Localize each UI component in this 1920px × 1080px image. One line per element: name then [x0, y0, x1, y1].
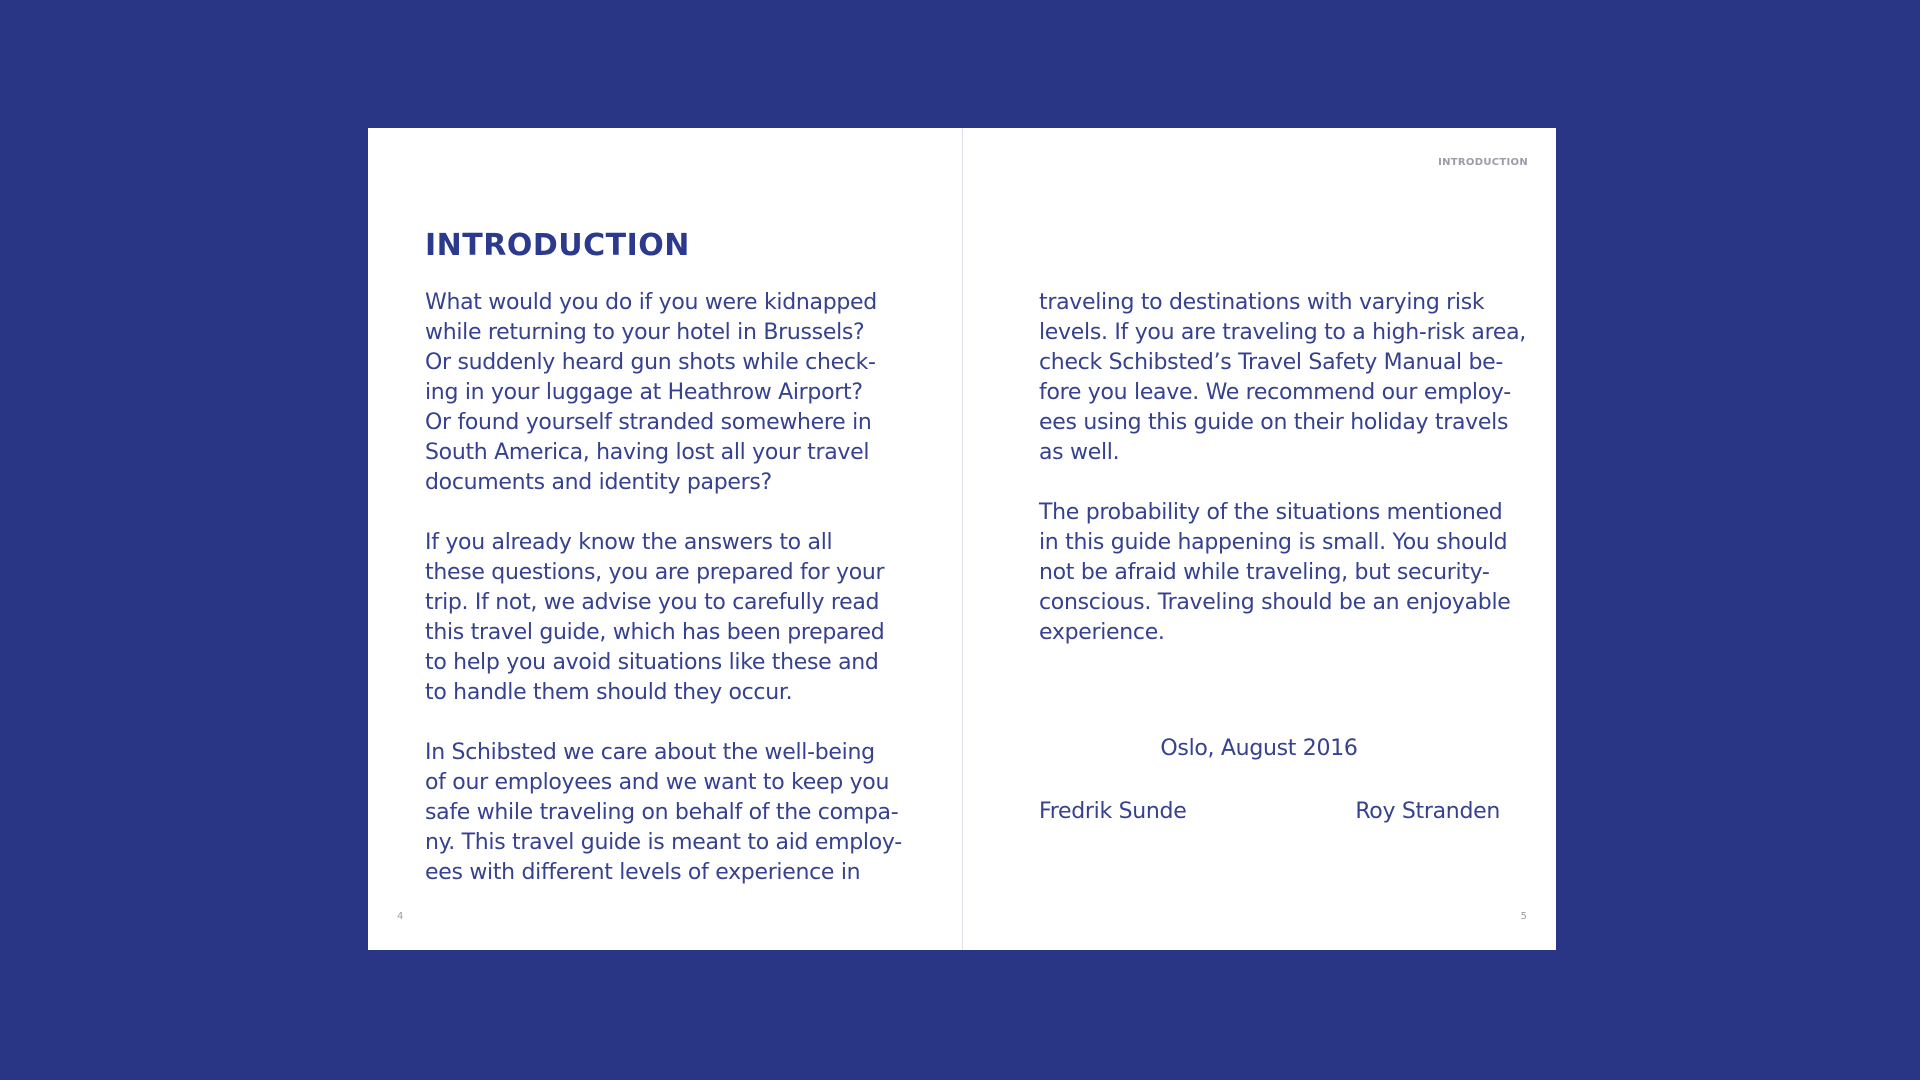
text-line: while returning to your hotel in Brussels?: [425, 320, 865, 345]
paragraph-3: [425, 738, 902, 888]
text-line: ny. This travel guide is meant to aid employ-: [425, 830, 902, 855]
text-line: not be afraid while traveling, but security-: [1039, 560, 1490, 585]
text-line: Or found yourself stranded somewhere in: [425, 410, 872, 435]
text-line: this travel guide, which has been prepared: [425, 620, 885, 645]
text-line: levels. If you are traveling to a high-risk area,: [1039, 320, 1526, 345]
text-line: If you already know the answers to all: [425, 530, 833, 555]
text-line: traveling to destinations with varying risk: [1039, 290, 1485, 315]
text-line: to handle them should they occur.: [425, 680, 793, 705]
page-number: 5: [1520, 911, 1527, 922]
text-line: fore you leave. We recommend our employ-: [1039, 380, 1511, 405]
text-line: South America, having lost all your travel: [425, 440, 870, 465]
text-line: check Schibsted’s Travel Safety Manual be-: [1039, 350, 1504, 375]
running-head: INTRODUCTION: [1438, 157, 1528, 168]
text-line: of our employees and we want to keep you: [425, 770, 890, 795]
text-line: The probability of the situations mentioned: [1039, 500, 1503, 525]
text-line: documents and identity papers?: [425, 470, 772, 495]
text-line: these questions, you are prepared for your: [425, 560, 885, 585]
text-line: ees using this guide on their holiday travels: [1039, 410, 1509, 435]
paragraph-2: [425, 528, 884, 708]
signatory-name: Roy Stranden: [1355, 799, 1500, 824]
text-line: in this guide happening is small. You should: [1039, 530, 1508, 555]
page-number: 4: [397, 911, 404, 922]
left-page: [368, 128, 962, 950]
paragraph-5: [1039, 498, 1511, 648]
signatory-name: Fredrik Sunde: [1039, 799, 1187, 824]
text-line: conscious. Traveling should be an enjoyable: [1039, 590, 1511, 615]
text-line: as well.: [1039, 440, 1120, 465]
paragraph-1: [425, 288, 877, 498]
place-and-date: Oslo, August 2016: [1160, 736, 1358, 761]
text-line: In Schibsted we care about the well-being: [425, 740, 875, 765]
text-line: to help you avoid situations like these and: [425, 650, 879, 675]
right-page: [962, 128, 1556, 950]
text-line: Or suddenly heard gun shots while check-: [425, 350, 876, 375]
text-line: safe while traveling on behalf of the compa-: [425, 800, 899, 825]
paragraph-4: [1039, 288, 1526, 468]
text-line: ing in your luggage at Heathrow Airport?: [425, 380, 863, 405]
text-line: What would you do if you were kidnapped: [425, 290, 877, 315]
document-spread: [368, 128, 1556, 950]
text-line: ees with different levels of experience in: [425, 860, 861, 885]
text-line: experience.: [1039, 620, 1165, 645]
text-line: trip. If not, we advise you to carefully read: [425, 590, 880, 615]
page-heading: INTRODUCTION: [425, 228, 690, 263]
